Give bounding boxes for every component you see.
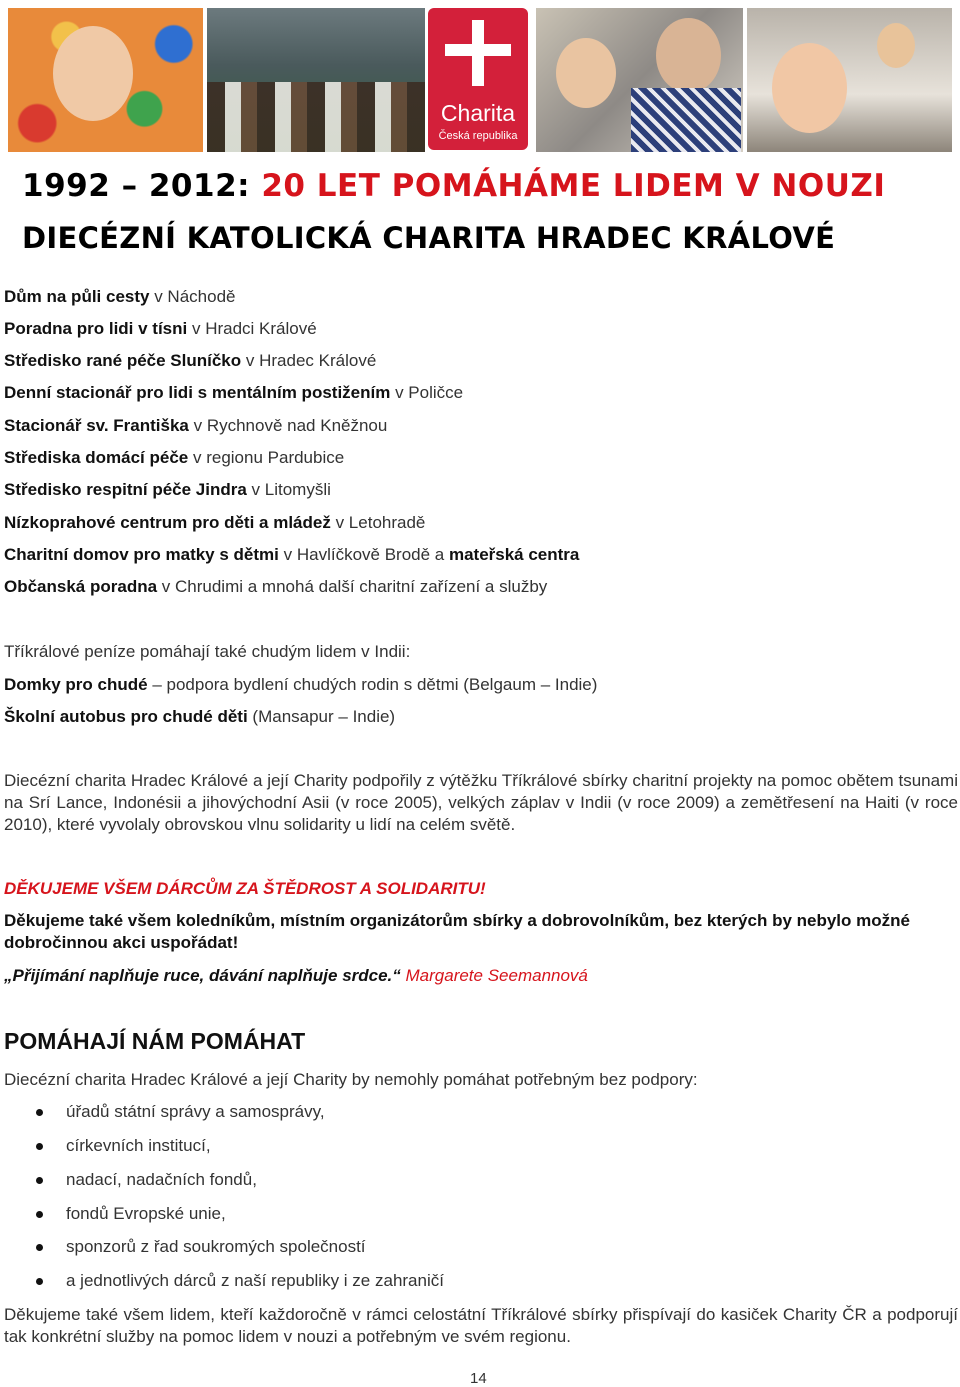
headline-anniversary: [22, 168, 952, 204]
bullet-icon: [36, 1244, 43, 1251]
charita-logo: [428, 8, 528, 150]
photo-child-ball-pit: [8, 8, 203, 152]
india-project-houses: Domky pro chudé – podpora bydlení chudých rodin s dětmi (Belgaum – Indie): [4, 675, 598, 694]
facility-item: Dům na půli cesty v Náchodě: [4, 287, 236, 306]
cross-icon: [445, 20, 511, 86]
bullet-icon: [36, 1177, 43, 1184]
facility-item: Středisko rané péče Sluníčko v Hradec Králové: [4, 351, 377, 370]
logo-name: Charita: [440, 100, 516, 126]
bullet-icon: [36, 1211, 43, 1218]
facility-item: Středisko respitní péče Jindra v Litomyšli: [4, 480, 331, 499]
support-intro: Diecézní charita Hradec Králové a její Charity by nemohly pomáhat potřebným bez podpory:: [4, 1070, 698, 1089]
headline-slogan: 20 LET POMÁHÁME LIDEM V NOUZI: [261, 168, 886, 204]
india-project-bus: Školní autobus pro chudé děti (Mansapur – Indie): [4, 707, 396, 726]
bullet-icon: [36, 1143, 43, 1150]
bullet-icon: [36, 1278, 43, 1285]
facility-item: Poradna pro lidi v tísni v Hradci Králové: [4, 319, 317, 338]
photo-caregiver-elderly: [536, 8, 743, 152]
facility-item: Střediska domácí péče v regionu Pardubice: [4, 448, 345, 467]
facility-item: Denní stacionář pro lidi s mentálním postižením v Poličce: [4, 383, 464, 402]
facility-item: Nízkoprahové centrum pro děti a mládež v Letohradě: [4, 513, 426, 532]
india-intro: Tříkrálové peníze pomáhají také chudým lidem v Indii:: [4, 642, 411, 661]
headline-years: 1992 – 2012:: [22, 168, 251, 204]
logo-subtitle: Česká republika: [438, 130, 518, 142]
page-number: 14: [470, 1370, 487, 1387]
quote-text: „Přijímání naplňuje ruce, dávání naplňuje srdce.“: [4, 966, 401, 985]
facility-item: Stacionář sv. Františka v Rychnově nad Kněžnou: [4, 416, 388, 435]
thanks-headline: DĚKUJEME VŠEM DÁRCŮM ZA ŠTĚDROST A SOLIDARITU!: [4, 879, 486, 898]
bullet-icon: [36, 1109, 43, 1116]
facility-item: Charitní domov pro matky s dětmi v Havlíčkově Brodě a mateřská centra: [4, 545, 580, 564]
facility-item: Občanská poradna v Chrudimi a mnohá další charitní zařízení a služby: [4, 577, 548, 596]
photo-children-classroom: [207, 8, 425, 152]
projects-paragraph: Diecézní charita Hradec Králové a její Charity podpořily z výtěžku Tříkrálové sbírky charitní projekty na pomoc obětem tsunami na Srí Lance, Indonésii a jihovýchodní Asii (v roce 2005), velkých záplav v Indii (v roce 2009) a zemětřesení na Haiti (v roce 2010), které vyvolaly obrovskou vlnu solidarity u lidí na celém světě.: [4, 771, 958, 834]
section-title: POMÁHAJÍ NÁM POMÁHAT: [4, 1028, 306, 1054]
photo-baby-mother: [747, 8, 952, 152]
quote-author: Margarete Seemannová: [400, 966, 588, 985]
quote: [4, 965, 588, 986]
headline-organization: DIECÉZNÍ KATOLICKÁ CHARITA HRADEC KRÁLOVÉ: [22, 221, 836, 255]
thanks-volunteers: Děkujeme také všem koledníkům, místním organizátorům sbírky a dobrovolníkům, bez kterých by nebylo možné dobročinnou akci uspořádat!: [4, 911, 910, 952]
closing-paragraph: Děkujeme také všem lidem, kteří každoročně v rámci celostátní Tříkrálové sbírky přispívají do kasiček Charity ČR a podporují tak konkrétní služby na pomoc lidem v nouzi a potřebným ve svém regionu.: [4, 1305, 958, 1346]
photo-strip: [8, 8, 952, 152]
